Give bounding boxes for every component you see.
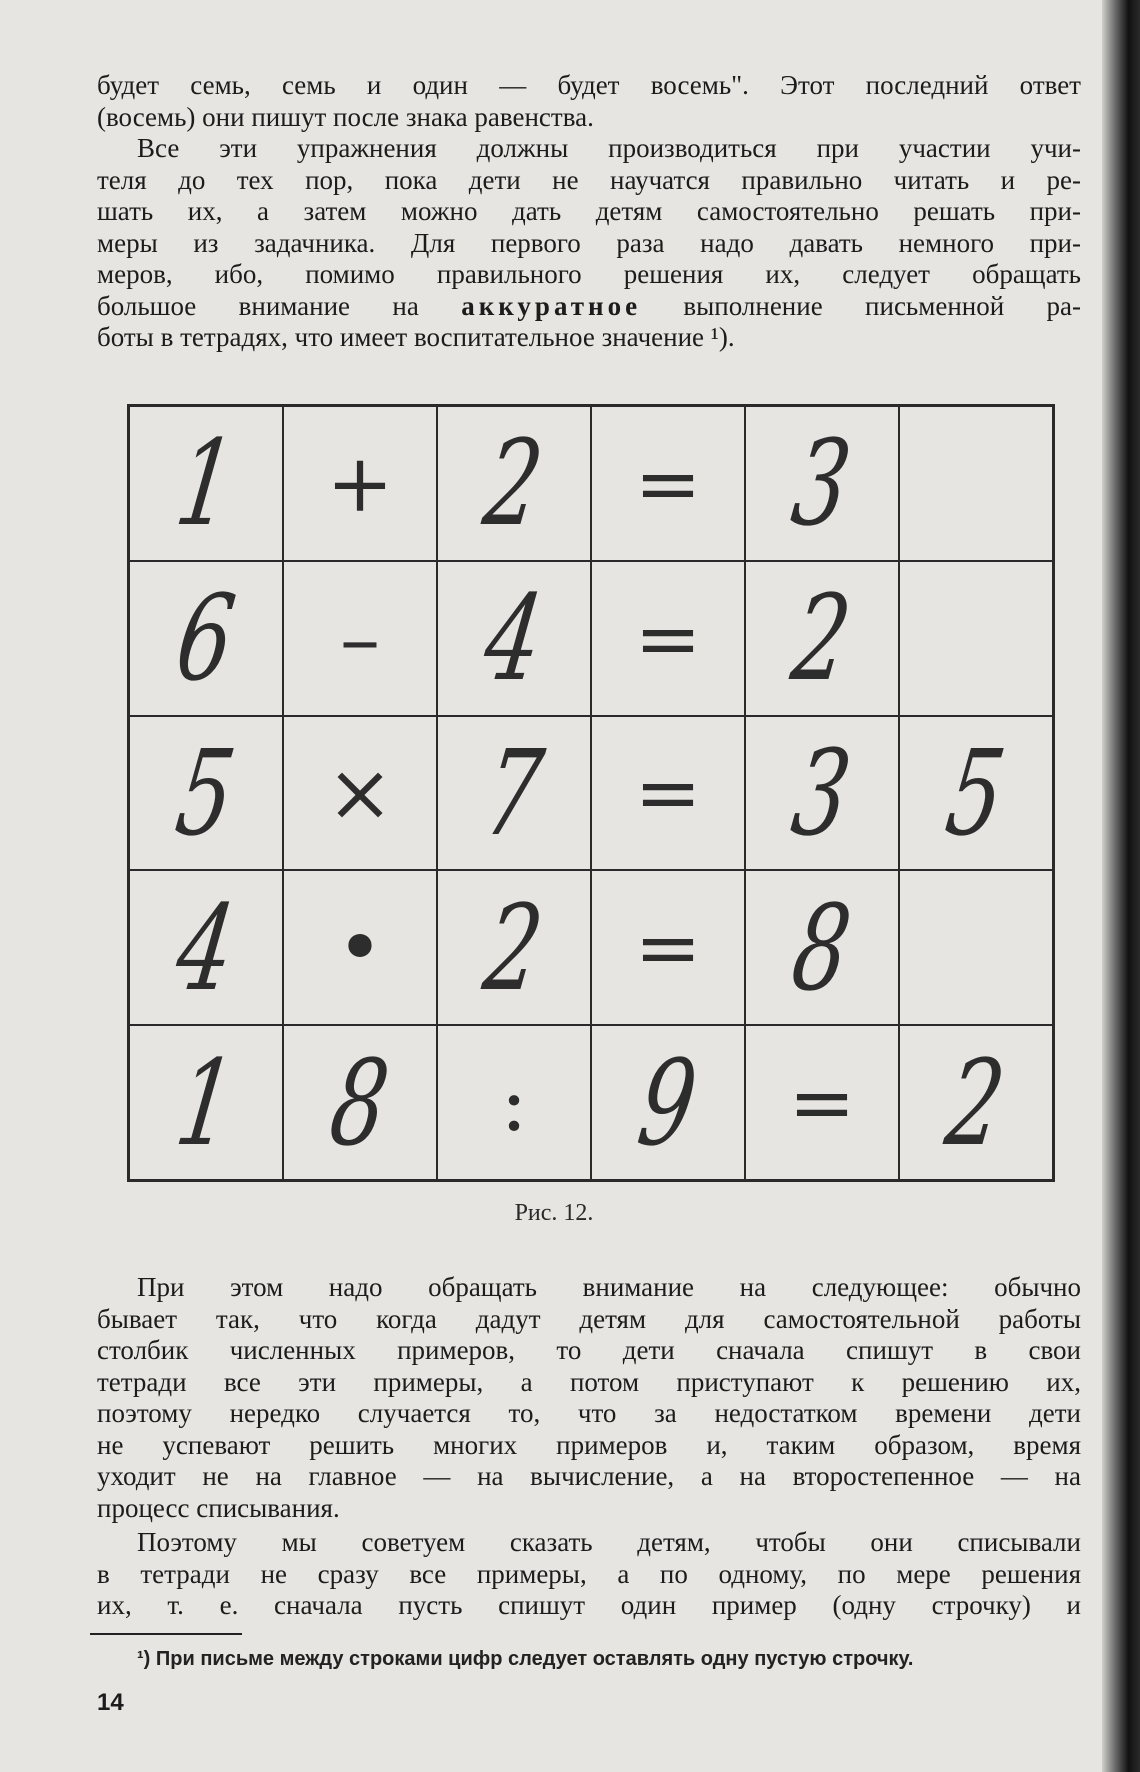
grid-cell bbox=[283, 406, 437, 561]
body-text-last bbox=[97, 1527, 1081, 1622]
grid-cell-symbol: 1 bbox=[169, 414, 243, 553]
grid-cell-symbol: 1 bbox=[169, 1033, 243, 1172]
arithmetic-grid bbox=[127, 404, 1055, 1182]
text-line: уходит не на главное — на вычисление, а на второстепенное — на bbox=[97, 1461, 1081, 1491]
book-spine-shadow bbox=[1102, 0, 1140, 1772]
grid-cell bbox=[437, 561, 591, 716]
grid-cell bbox=[129, 561, 283, 716]
text-fragment: выполнение письменной ра- bbox=[641, 290, 1081, 321]
grid-cell bbox=[591, 406, 745, 561]
grid-cell bbox=[283, 561, 437, 716]
grid-cell bbox=[129, 716, 283, 871]
footnote: ¹) При письме между строками цифр следует оставлять одну пустую строчку. bbox=[137, 1648, 914, 1670]
grid-cell-symbol: 6 bbox=[169, 569, 243, 708]
text-line: бывает так, что когда дадут детям для самостоятельной работы bbox=[97, 1303, 1081, 1334]
figure-caption: Рис. 12. bbox=[514, 1200, 594, 1226]
emphasized-word: аккуратное bbox=[461, 290, 642, 321]
text-line: в тетради не сразу все примеры, а по одному, по мере решения bbox=[97, 1558, 1081, 1589]
grid-cell bbox=[899, 561, 1053, 716]
text-line: меры из задачника. Для первого раза надо давать немного при- bbox=[97, 227, 1081, 258]
grid-cell-symbol: = bbox=[634, 746, 702, 840]
grid-cell-symbol: 4 bbox=[477, 569, 551, 708]
text-line: их, т. е. сначала пусть спишут один пример (одну строчку) и bbox=[97, 1590, 1081, 1620]
grid-cell-symbol: = bbox=[788, 1056, 856, 1150]
text-fragment: большое внимание на bbox=[97, 290, 462, 321]
text-line: боты в тетрадях, что имеет воспитательное значение ¹). bbox=[97, 322, 735, 352]
text-line: Все эти упражнения должны производиться при участии учи- bbox=[137, 133, 1081, 163]
grid-cell-symbol: 2 bbox=[785, 569, 859, 708]
figure-arithmetic-grid bbox=[127, 404, 1055, 1182]
grid-cell-symbol: • bbox=[336, 901, 384, 995]
grid-cell-symbol: 8 bbox=[323, 1033, 397, 1172]
grid-cell-symbol: 2 bbox=[939, 1033, 1013, 1172]
grid-cell-symbol: 7 bbox=[477, 723, 551, 862]
text-line: столбик численных примеров, то дети сначала спишут в свои bbox=[97, 1335, 1081, 1365]
grid-cell bbox=[899, 1025, 1053, 1180]
grid-cell-symbol: 8 bbox=[785, 878, 859, 1017]
grid-cell-symbol: 3 bbox=[785, 723, 859, 862]
body-text-top bbox=[97, 70, 1081, 354]
grid-cell-symbol: + bbox=[326, 436, 394, 530]
body-text-bottom bbox=[97, 1272, 1081, 1524]
text-line: меров, ибо, помимо правильного решения их, следует обращать bbox=[97, 259, 1081, 289]
grid-cell bbox=[745, 561, 899, 716]
grid-cell bbox=[129, 1025, 283, 1180]
grid-cell bbox=[283, 716, 437, 871]
grid-cell-symbol: 4 bbox=[169, 878, 243, 1017]
grid-cell-symbol: 5 bbox=[169, 723, 243, 862]
text-line: будет семь, семь и один — будет восемь". Этот последний ответ bbox=[97, 70, 1081, 100]
grid-cell bbox=[437, 716, 591, 871]
grid-cell-symbol: × bbox=[326, 746, 394, 840]
grid-cell bbox=[591, 561, 745, 716]
grid-cell bbox=[437, 406, 591, 561]
grid-cell bbox=[129, 870, 283, 1025]
grid-cell-symbol: = bbox=[634, 901, 702, 995]
grid-cell bbox=[899, 716, 1053, 871]
page-number: 14 bbox=[97, 1689, 124, 1716]
text-line: поэтому нередко случается то, что за недостатком времени дети bbox=[97, 1398, 1081, 1428]
grid-cell-symbol: – bbox=[340, 591, 380, 685]
grid-cell bbox=[283, 1025, 437, 1180]
text-line: не успевают решить многих примеров и, таким образом, время bbox=[97, 1429, 1081, 1460]
grid-cell bbox=[745, 716, 899, 871]
grid-cell bbox=[129, 406, 283, 561]
text-line: шать их, а затем можно дать детям самостоятельно решать при- bbox=[97, 196, 1081, 226]
grid-cell bbox=[283, 870, 437, 1025]
grid-cell-symbol: 9 bbox=[631, 1033, 705, 1172]
text-line: тетради все эти примеры, а потом приступают к решению их, bbox=[97, 1366, 1081, 1397]
footnote-divider bbox=[90, 1633, 242, 1635]
grid-cell bbox=[745, 406, 899, 561]
grid-cell bbox=[899, 870, 1053, 1025]
text-line-emphasis bbox=[97, 291, 1081, 323]
grid-cell-symbol: = bbox=[634, 591, 702, 685]
grid-cell bbox=[437, 870, 591, 1025]
text-line: теля до тех пор, пока дети не научатся правильно читать и ре- bbox=[97, 164, 1081, 195]
grid-cell bbox=[591, 870, 745, 1025]
grid-cell-symbol: 3 bbox=[785, 414, 859, 553]
grid-cell bbox=[745, 870, 899, 1025]
grid-cell bbox=[591, 1025, 745, 1180]
grid-cell-symbol: 2 bbox=[477, 414, 551, 553]
grid-cell bbox=[437, 1025, 591, 1180]
grid-cell-symbol: 5 bbox=[939, 723, 1013, 862]
grid-cell bbox=[745, 1025, 899, 1180]
grid-cell bbox=[899, 406, 1053, 561]
grid-cell bbox=[591, 716, 745, 871]
grid-cell-symbol: 2 bbox=[477, 878, 551, 1017]
grid-cell-symbol: : bbox=[500, 1056, 528, 1150]
text-line: процесс списывания. bbox=[97, 1492, 340, 1523]
grid-cell-symbol: = bbox=[634, 436, 702, 530]
text-line: При этом надо обращать внимание на следующее: обычно bbox=[137, 1272, 1081, 1302]
text-line: (восемь) они пишут после знака равенства. bbox=[97, 101, 594, 132]
text-line: Поэтому мы советуем сказать детям, чтобы они списывали bbox=[137, 1527, 1081, 1557]
